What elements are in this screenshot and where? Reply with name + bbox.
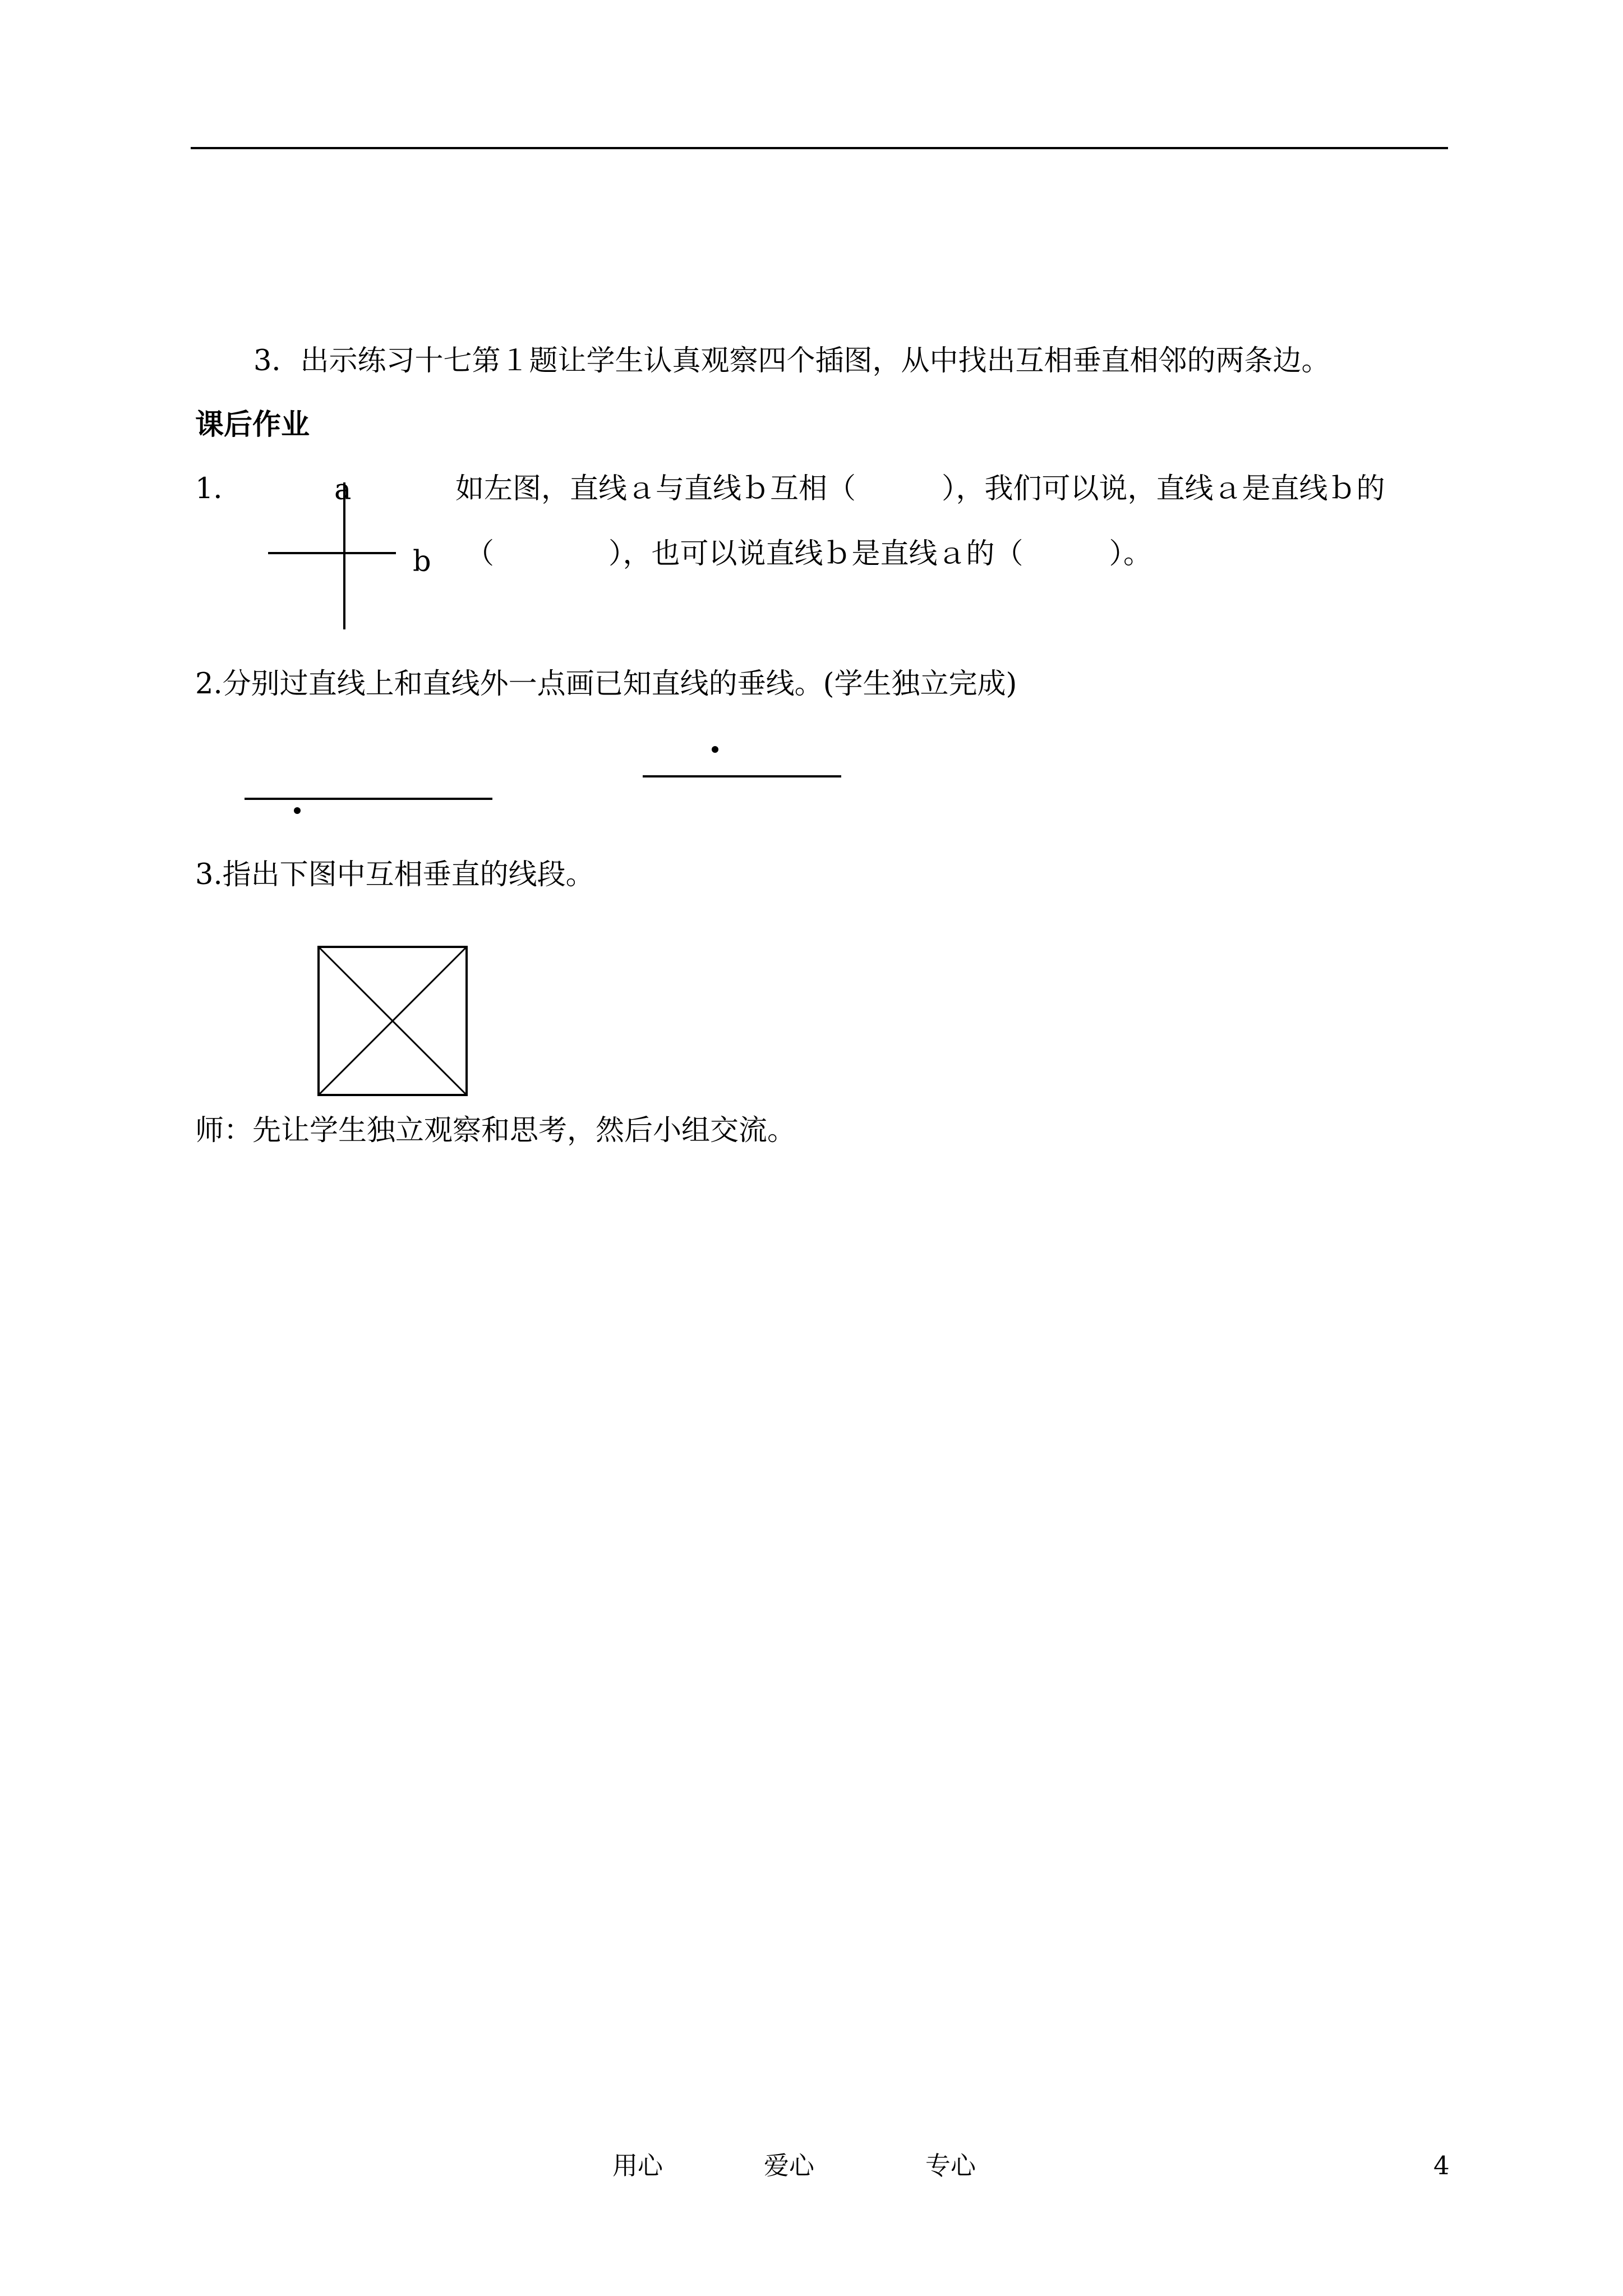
q2-point-left bbox=[294, 807, 301, 814]
q1-number: 1． bbox=[195, 472, 242, 505]
q1-line-b-label: b bbox=[413, 545, 431, 578]
teacher-note: 师：先让学生独立观察和思考，然后小组交流。 bbox=[195, 1114, 796, 1147]
q3-text: 3.指出下图中互相垂直的线段。 bbox=[195, 858, 594, 891]
perpendicular-lines-figure bbox=[264, 482, 398, 634]
q1-text-line1: 如左图，直线ａ与直线ｂ互相（ ），我们可以说，直线ａ是直线ｂ的 bbox=[455, 472, 1385, 505]
footer-motto-3: 专心 bbox=[925, 2151, 976, 2180]
homework-heading: 课后作业 bbox=[195, 408, 310, 441]
footer-motto-2: 爱心 bbox=[764, 2151, 815, 2180]
lesson-item-3: 3．出示练习十七第１题让学生认真观察四个插图，从中找出互相垂直相邻的两条边。 bbox=[253, 344, 1330, 378]
header-rule bbox=[191, 147, 1448, 149]
square-diagonals-figure bbox=[314, 942, 471, 1099]
q2-text: 2.分别过直线上和直线外一点画已知直线的垂线。(学生独立完成) bbox=[195, 668, 1017, 701]
q1-text-line2: （ ），也可以说直线ｂ是直线ａ的（ ）。 bbox=[465, 537, 1152, 570]
footer-motto-1: 用心 bbox=[612, 2151, 663, 2180]
q2-figure bbox=[236, 729, 852, 819]
q2-point-right bbox=[712, 746, 718, 753]
q1-line-a-label: a bbox=[334, 473, 352, 507]
page-number: 4 bbox=[1433, 2151, 1450, 2180]
